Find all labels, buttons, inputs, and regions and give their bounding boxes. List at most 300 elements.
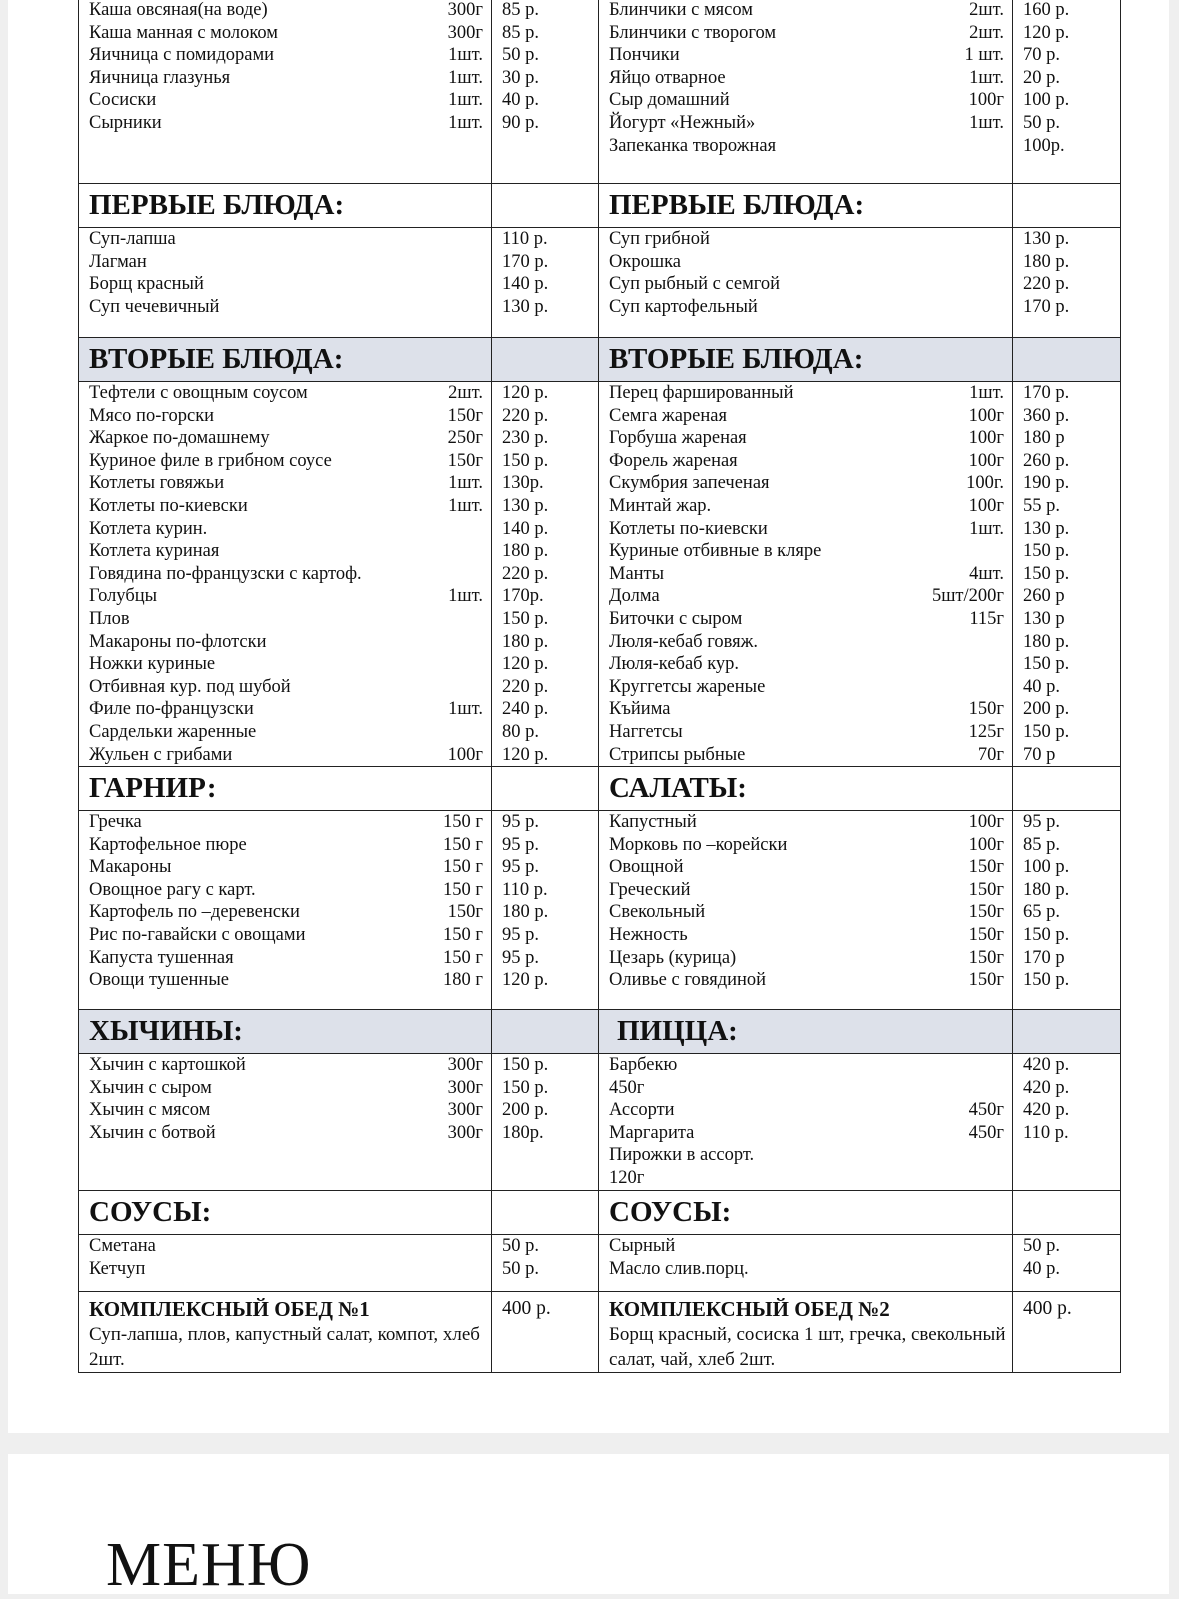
item-name: 450г <box>609 1077 645 1098</box>
item-quantity <box>998 228 1004 251</box>
item-price: 50 р. <box>502 45 539 66</box>
item-name: Круггетсы жареные <box>609 676 766 697</box>
item-price: 180 р. <box>1023 251 1070 272</box>
item-quantity: 1шт. <box>969 518 1004 539</box>
menu-item <box>599 1122 1012 1145</box>
menu-item <box>599 721 1012 744</box>
item-quantity <box>998 1054 1004 1077</box>
item-price: 110 р. <box>502 229 548 249</box>
item-name: Пирожки в ассорт. <box>609 1145 755 1166</box>
item-quantity: 1шт. <box>969 67 1004 88</box>
item-price: 130 р. <box>502 296 549 317</box>
item-price: 120 р. <box>1023 22 1070 43</box>
item-quantity: 2шт. <box>448 383 483 403</box>
menu-item <box>79 1054 491 1077</box>
item-name: Йогурт «Нежный» <box>609 112 756 133</box>
item-price: 260 р. <box>1023 450 1070 471</box>
sauces-left-items <box>79 1235 492 1292</box>
first-right-prices <box>1013 228 1121 338</box>
item-name: Нежность <box>609 925 688 946</box>
menu-item <box>79 518 491 541</box>
menu-item <box>599 382 1012 405</box>
item-price: 85 р. <box>502 0 539 20</box>
item-name: Овощное рагу с карт. <box>89 879 256 900</box>
item-quantity <box>998 1167 1004 1190</box>
item-name: Скумбрия запеченая <box>609 473 770 494</box>
menu-item <box>599 1054 1012 1077</box>
menu-item <box>599 631 1012 654</box>
sauces-left-prices <box>492 1235 599 1292</box>
item-quantity <box>477 1235 483 1258</box>
item-quantity: 100г. <box>966 473 1004 494</box>
item-price: 120 р. <box>502 383 549 403</box>
combo-2-price: 400 р. <box>1023 1298 1072 1320</box>
item-price: 50 р. <box>1023 112 1060 133</box>
item-price: 40 р. <box>502 90 539 111</box>
item-price: 220 р. <box>502 676 549 697</box>
item-name: Сардельки жаренные <box>89 721 257 742</box>
item-quantity: 100г <box>968 428 1004 449</box>
item-quantity: 150г <box>968 947 1004 968</box>
item-name: Суп рыбный с семгой <box>609 274 781 295</box>
item-name: Сметана <box>89 1236 156 1257</box>
item-price: 180р. <box>502 1122 544 1143</box>
item-price: 120 р. <box>502 654 549 675</box>
item-name: Форель жареная <box>609 450 738 471</box>
item-quantity <box>998 296 1004 319</box>
menu-item <box>599 44 1012 67</box>
item-price: 230 р. <box>502 428 549 449</box>
item-name: Греческий <box>609 879 691 900</box>
menu-page <box>8 0 1169 1433</box>
item-price: 180 р. <box>502 902 549 923</box>
section-title: ПЕРВЫЕ БЛЮДА: <box>609 189 865 221</box>
menu-item <box>79 676 491 699</box>
next-page <box>8 1454 1169 1599</box>
item-price: 130 р <box>1023 608 1065 629</box>
item-name: Наггетсы <box>609 721 683 742</box>
menu-item <box>599 856 1012 879</box>
item-quantity: 125г <box>968 721 1004 742</box>
item-quantity: 1шт. <box>448 586 483 607</box>
item-quantity: 100г <box>968 812 1004 833</box>
item-quantity: 150г <box>968 699 1004 720</box>
khychin-left-items <box>79 1054 492 1191</box>
item-name: Семга жареная <box>609 405 727 426</box>
item-name: Жаркое по-домашнему <box>89 428 270 449</box>
menu-item <box>599 450 1012 473</box>
item-quantity: 1шт. <box>448 90 483 111</box>
item-quantity: 4шт. <box>969 563 1004 584</box>
combo-2-title: КОМПЛЕКСНЫЙ ОБЕД №2 <box>609 1297 890 1322</box>
item-price: 95 р. <box>502 812 539 833</box>
item-price: 50 р. <box>1023 1236 1060 1257</box>
menu-item <box>79 251 491 274</box>
item-price: 130 р. <box>1023 518 1070 539</box>
section-title: ПИЦЦА: <box>617 1015 738 1048</box>
item-quantity: 1 шт. <box>964 45 1004 66</box>
salads-right-items <box>599 811 1013 1010</box>
item-name: Рис по-гавайски с овощами <box>89 925 306 946</box>
item-name: Голубцы <box>89 586 158 607</box>
item-price: 180 р. <box>502 631 549 652</box>
menu-item <box>599 495 1012 518</box>
menu-item <box>599 969 1012 992</box>
item-name: Морковь по –корейски <box>609 834 788 855</box>
menu-item <box>599 228 1012 251</box>
item-name: Куриные отбивные в кляре <box>609 541 822 562</box>
item-price: 420 р. <box>1023 1077 1070 1098</box>
item-quantity: 1шт. <box>448 45 483 66</box>
first-courses-header <box>79 184 1121 228</box>
item-price: 170 р. <box>502 251 549 272</box>
item-quantity: 150 г <box>443 812 483 833</box>
item-name: Барбекю <box>609 1055 678 1076</box>
item-quantity <box>477 273 483 296</box>
item-quantity: 150 г <box>443 834 483 855</box>
item-name: Картофель по –деревенски <box>89 902 300 923</box>
item-price: 130 р. <box>1023 229 1070 249</box>
item-quantity: 2шт. <box>969 22 1004 43</box>
menu-item <box>79 969 491 992</box>
section-title: ВТОРЫЕ БЛЮДА: <box>89 343 344 375</box>
item-price: 140 р. <box>502 274 549 295</box>
item-name: Жульен с грибами <box>89 744 233 765</box>
menu-item <box>79 924 491 947</box>
item-name: Минтай жар. <box>609 495 712 516</box>
menu-item <box>79 1122 491 1145</box>
item-price: 240 р. <box>502 699 549 720</box>
item-quantity: 150 г <box>443 947 483 968</box>
item-price: 220 р. <box>502 405 549 426</box>
menu-item <box>599 947 1012 970</box>
item-name: Оливье с говядиной <box>609 970 767 991</box>
item-quantity: 2шт. <box>969 0 1004 20</box>
menu-item <box>599 296 1012 319</box>
item-quantity: 1шт. <box>448 67 483 88</box>
item-price: 420 р. <box>1023 1100 1070 1121</box>
item-name: Гречка <box>89 812 142 833</box>
combo-2 <box>599 1292 1013 1373</box>
menu-table <box>78 0 1121 1373</box>
menu-item <box>599 1167 1012 1190</box>
item-price: 80 р. <box>502 721 539 742</box>
menu-item <box>599 89 1012 112</box>
menu-item <box>599 879 1012 902</box>
item-name: Мясо по-горски <box>89 405 215 426</box>
combo-1 <box>79 1292 492 1373</box>
item-name: Овощной <box>609 857 684 878</box>
item-price: 170 р <box>1023 947 1065 968</box>
item-price: 110 р. <box>502 879 548 900</box>
item-quantity: 115г <box>969 608 1004 629</box>
item-quantity <box>477 228 483 251</box>
menu-item <box>599 1099 1012 1122</box>
item-quantity: 150 г <box>443 925 483 946</box>
item-name: Горбуша жареная <box>609 428 747 449</box>
item-quantity <box>998 135 1004 158</box>
garnish-left-items <box>79 811 492 1010</box>
item-price: 180 р. <box>1023 631 1070 652</box>
item-price: 190 р. <box>1023 473 1070 494</box>
item-quantity <box>998 273 1004 296</box>
item-name: Окрошка <box>609 251 682 272</box>
item-quantity: 150г <box>447 450 483 471</box>
item-name: Капустный <box>609 812 697 833</box>
item-quantity: 150г <box>968 902 1004 923</box>
item-price: 150 р. <box>502 1055 549 1076</box>
item-quantity: 450г <box>968 1100 1004 1121</box>
item-name: Блинчики с мясом <box>609 0 753 20</box>
first-courses-row <box>79 228 1121 338</box>
combo-1-title: КОМПЛЕКСНЫЙ ОБЕД №1 <box>89 1297 370 1322</box>
item-price: 110 р. <box>1023 1122 1069 1143</box>
item-name: Запеканка творожная <box>609 135 777 156</box>
item-price <box>1013 1167 1120 1190</box>
menu-item <box>79 273 491 296</box>
menu-item <box>79 721 491 744</box>
item-name: Филе по-французски <box>89 699 254 720</box>
item-price: 150 р. <box>1023 654 1070 675</box>
menu-item <box>599 0 1012 22</box>
item-price: 95 р. <box>502 947 539 968</box>
item-price: 360 р. <box>1023 405 1070 426</box>
item-name: Картофельное пюре <box>89 834 247 855</box>
item-name: Кетчуп <box>89 1258 146 1279</box>
item-quantity <box>998 540 1004 563</box>
breakfast-row <box>79 0 1121 184</box>
item-name: Овощи тушенные <box>89 970 229 991</box>
item-quantity: 1шт. <box>448 699 483 720</box>
item-price: 100 р. <box>1023 90 1070 111</box>
item-name: Котлета курин. <box>89 518 208 539</box>
menu-item <box>79 495 491 518</box>
menu-item <box>599 22 1012 45</box>
menu-item <box>599 653 1012 676</box>
item-price: 150 р. <box>1023 563 1070 584</box>
item-name: Пончики <box>609 45 680 66</box>
item-price: 130р. <box>502 473 544 494</box>
item-price: 70 р <box>1023 744 1056 765</box>
item-price: 170 р. <box>1023 296 1070 317</box>
item-name: Къйима <box>609 699 671 720</box>
item-price: 200 р. <box>1023 699 1070 720</box>
item-quantity: 100г <box>968 450 1004 471</box>
second-left-prices <box>492 382 599 767</box>
menu-item <box>599 251 1012 274</box>
item-price: 150 р. <box>1023 541 1070 562</box>
menu-item <box>79 744 491 767</box>
menu-item <box>599 112 1012 135</box>
menu-item <box>79 44 491 67</box>
item-name: Котлеты по-киевски <box>89 495 248 516</box>
item-quantity <box>477 540 483 563</box>
item-name: Манты <box>609 563 665 584</box>
item-price: 100р. <box>1023 135 1065 156</box>
item-name: Блинчики с творогом <box>609 22 777 43</box>
item-name: Суп грибной <box>609 229 710 249</box>
item-name: Каша манная с молоком <box>89 22 279 43</box>
item-price: 85 р. <box>502 22 539 43</box>
item-price: 95 р. <box>502 857 539 878</box>
breakfast-left-items <box>79 0 492 184</box>
garnish-row <box>79 811 1121 1010</box>
item-price: 40 р. <box>1023 676 1060 697</box>
menu-item <box>599 1235 1012 1258</box>
page2-title: МЕНЮ <box>106 1531 312 1599</box>
menu-item <box>79 608 491 631</box>
breakfast-right-prices <box>1013 0 1121 184</box>
item-price: 150 р. <box>1023 970 1070 991</box>
item-price: 180 р. <box>502 541 549 562</box>
garnish-left-prices <box>492 811 599 1010</box>
item-quantity: 100г <box>968 834 1004 855</box>
item-name: Масло слив.порц. <box>609 1258 749 1279</box>
item-quantity: 1шт. <box>448 112 483 133</box>
item-price: 150 р. <box>502 450 549 471</box>
first-right-items <box>599 228 1013 338</box>
sauces-header <box>79 1191 1121 1235</box>
item-price: 95 р. <box>502 925 539 946</box>
item-name: Борщ красный <box>89 274 204 295</box>
item-name: Сыр домашний <box>609 90 730 111</box>
item-price: 50 р. <box>502 1236 539 1257</box>
item-quantity: 1шт. <box>969 112 1004 133</box>
item-name: Ассорти <box>609 1100 675 1121</box>
first-left-items <box>79 228 492 338</box>
item-quantity: 300г <box>447 1122 483 1143</box>
menu-item <box>599 1144 1012 1167</box>
menu-item <box>599 585 1012 608</box>
menu-item <box>79 947 491 970</box>
item-quantity: 180 г <box>443 970 483 991</box>
item-price: 260 р <box>1023 586 1065 607</box>
menu-item <box>79 382 491 405</box>
menu-item <box>599 834 1012 857</box>
item-name: Говядина по-французски с картоф. <box>89 563 362 584</box>
item-quantity <box>998 1235 1004 1258</box>
pizza-right-items <box>599 1054 1013 1191</box>
menu-item <box>79 1077 491 1100</box>
item-quantity: 300г <box>447 1055 483 1076</box>
menu-item <box>599 608 1012 631</box>
item-quantity: 100г <box>447 744 483 765</box>
item-quantity <box>998 251 1004 274</box>
item-quantity <box>477 518 483 541</box>
item-name: Яичница с помидорами <box>89 45 275 66</box>
item-name: Плов <box>89 608 130 629</box>
item-price: 150 р. <box>502 1077 549 1098</box>
item-price: 420 р. <box>1023 1055 1070 1076</box>
second-right-items <box>599 382 1013 767</box>
section-title: ПЕРВЫЕ БЛЮДА: <box>89 189 345 221</box>
item-quantity <box>477 676 483 699</box>
combo-1-description: Суп-лапша, плов, капустный салат, компот, хлеб 2шт. <box>89 1324 480 1371</box>
second-courses-header <box>79 338 1121 382</box>
menu-item <box>79 631 491 654</box>
item-name: Стрипсы рыбные <box>609 744 746 765</box>
item-name: Биточки с сыром <box>609 608 743 629</box>
menu-item <box>79 89 491 112</box>
item-quantity: 150г <box>447 902 483 923</box>
menu-item <box>599 67 1012 90</box>
menu-item <box>599 924 1012 947</box>
item-quantity <box>477 251 483 274</box>
item-name: Яичница глазунья <box>89 67 231 88</box>
item-name: Хычин с ботвой <box>89 1122 216 1143</box>
item-name: Капуста тушенная <box>89 947 234 968</box>
section-title: САЛАТЫ: <box>609 772 747 805</box>
item-price: 160 р. <box>1023 0 1070 20</box>
item-name: Долма <box>609 586 660 607</box>
item-quantity: 150 г <box>443 857 483 878</box>
section-title: ГАРНИР: <box>89 772 217 805</box>
khychin-header <box>79 1010 1121 1054</box>
section-title: СОУСЫ: <box>609 1196 732 1229</box>
menu-item <box>79 1099 491 1122</box>
item-price: 50 р. <box>502 1258 539 1279</box>
second-courses-row <box>79 382 1121 767</box>
item-quantity <box>477 608 483 631</box>
item-name: Сырный <box>609 1236 676 1257</box>
item-price: 95 р. <box>1023 812 1060 833</box>
item-price: 220 р. <box>1023 274 1070 295</box>
item-quantity <box>998 1077 1004 1100</box>
item-name: Суп-лапша <box>89 229 176 249</box>
item-quantity: 1шт. <box>448 473 483 494</box>
menu-item <box>79 472 491 495</box>
item-name: Куриное филе в грибном соусе <box>89 450 332 471</box>
item-name: Цезарь (курица) <box>609 947 737 968</box>
menu-item <box>79 653 491 676</box>
item-price: 30 р. <box>502 67 539 88</box>
item-price: 170р. <box>502 586 544 607</box>
item-price: 200 р. <box>502 1100 549 1121</box>
menu-item <box>79 67 491 90</box>
menu-item <box>79 228 491 251</box>
menu-item <box>79 22 491 45</box>
item-quantity: 5шт/200г <box>931 586 1004 607</box>
combo-row <box>79 1292 1121 1373</box>
item-price: 180 р <box>1023 428 1065 449</box>
item-quantity <box>998 1258 1004 1281</box>
item-price: 150 р. <box>1023 925 1070 946</box>
item-quantity: 300г <box>447 22 483 43</box>
combo-2-description: Борщ красный, сосиска 1 шт, гречка, свекольный салат, чай, хлеб 2шт. <box>609 1324 1006 1371</box>
menu-item <box>599 811 1012 834</box>
item-name: Хычин с мясом <box>89 1100 211 1121</box>
item-name: Отбивная кур. под шубой <box>89 676 291 697</box>
menu-item <box>599 273 1012 296</box>
item-name: Люля-кебаб говяж. <box>609 631 758 652</box>
item-name: Сосиски <box>89 90 157 111</box>
item-name: Люля-кебаб кур. <box>609 654 740 675</box>
item-name: Котлета куриная <box>89 541 220 562</box>
item-price: 140 р. <box>502 518 549 539</box>
item-name: Яйцо отварное <box>609 67 726 88</box>
item-price: 150 р. <box>1023 721 1070 742</box>
item-quantity: 1шт. <box>448 495 483 516</box>
item-name: Маргарита <box>609 1122 695 1143</box>
item-quantity: 250г <box>447 428 483 449</box>
sauces-right-prices <box>1013 1235 1121 1292</box>
second-right-prices <box>1013 382 1121 767</box>
item-quantity: 150г <box>968 857 1004 878</box>
item-price: 70 р. <box>1023 45 1060 66</box>
menu-item <box>79 856 491 879</box>
menu-item <box>79 1258 491 1281</box>
item-quantity: 70г <box>977 744 1004 765</box>
